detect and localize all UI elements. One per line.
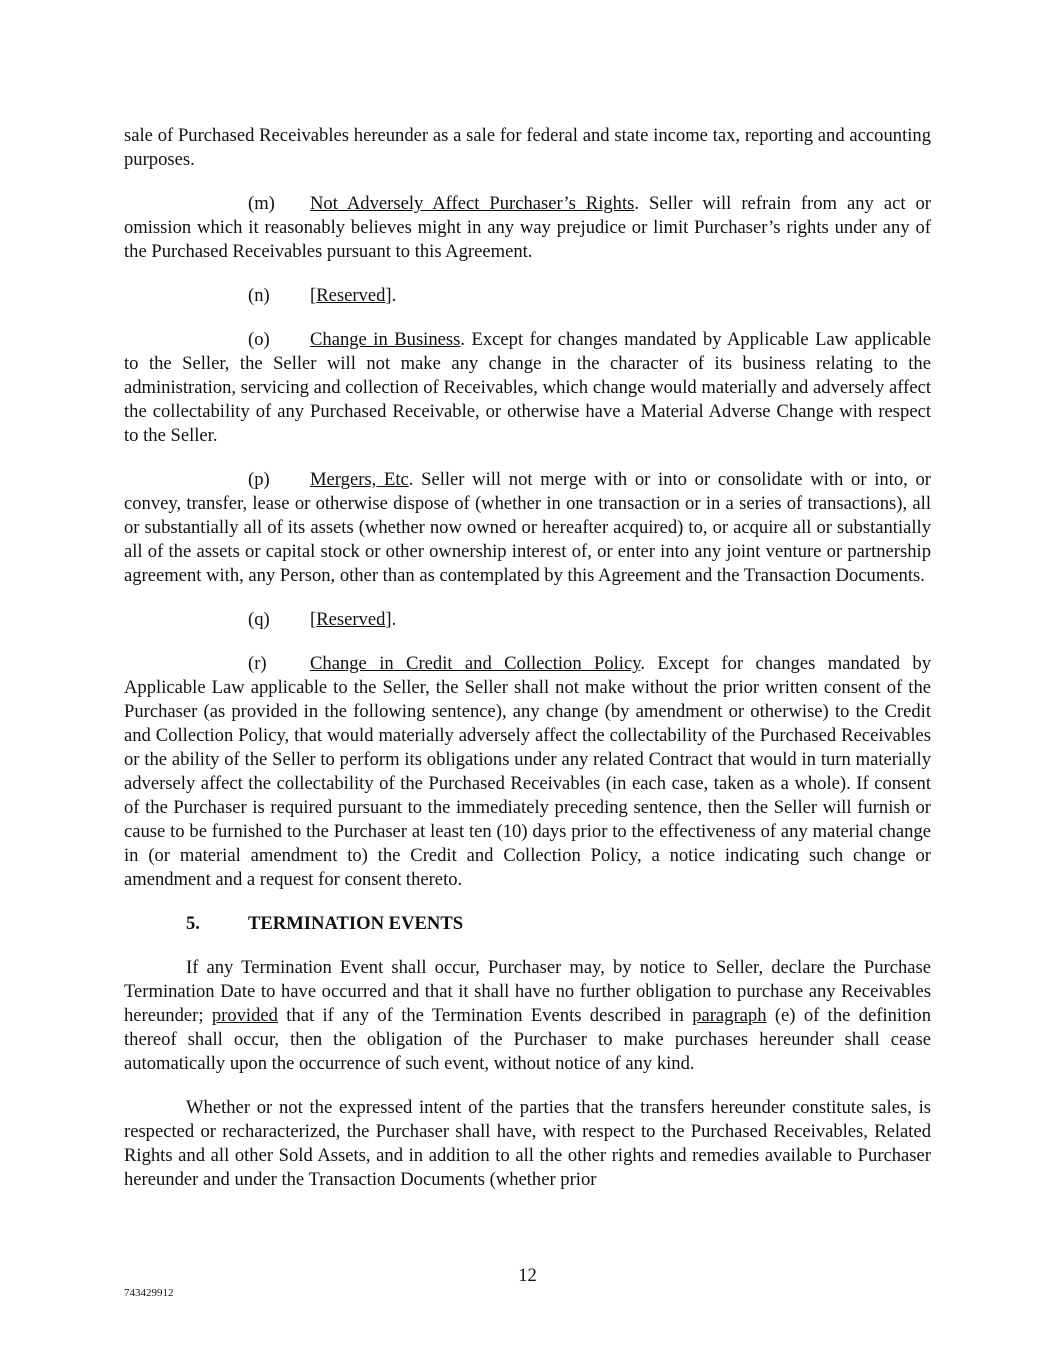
section-5-heading (124, 912, 931, 936)
termination-paragraph (124, 956, 931, 1076)
section-5-number: 5. (186, 913, 200, 934)
section-q-close-bracket: ]. (385, 609, 397, 630)
provided-term: provided (211, 1005, 278, 1026)
section-r-title: Change in Credit and Collection Policy (310, 653, 641, 674)
section-o-title: Change in Business (310, 329, 461, 350)
section-n-open-bracket: [ (310, 285, 317, 306)
paragraph-reference: paragraph (692, 1005, 767, 1026)
recharacterization-paragraph: Whether or not the expressed intent of the parties that the transfers hereunder constitute sales, is respected or recharacterized, the Purchaser shall have, with respect to the Purchased Receivables, Related Rights and all other Sold Assets, and in addition to all the other rights and remedies available to Purchaser hereunder and under the Transaction Documents (whether prior (124, 1097, 931, 1190)
section-m-label: (m) (248, 193, 275, 214)
termination-text-3: (e) of the definition thereof shall occur, then the obligation of the Purchaser to make purchases hereunder shall cease automatically upon the occurrence of such event, without notice of any kind. (124, 1005, 932, 1074)
section-o (124, 328, 931, 448)
termination-text-2: that if any of the Termination Events described in (277, 1005, 693, 1026)
section-m (124, 192, 931, 264)
section-n-title: Reserved (316, 285, 386, 306)
section-r (124, 652, 931, 892)
document-id: 743429912 (124, 1287, 174, 1299)
termination-text-1: If any Termination Event shall occur, Purchaser may, by notice to Seller, declare the Purchase Termination Date to have occurred and that it shall have no further obligation to purchase any Receivables hereunder; (124, 957, 931, 1026)
section-p (124, 468, 931, 588)
document-page (124, 124, 931, 1192)
intro-paragraph: sale of Purchased Receivables hereunder as a sale for federal and state income tax, reporting and accounting purposes. (124, 125, 931, 170)
section-p-body: . Seller will not merge with or into or consolidate with or into, or convey, transfer, lease or otherwise dispose of (whether in one transaction or in a series of transactions), all or substantially all of its assets (whether now owned or hereafter acquired) to, or acquire all or substantially all of the assets or capital stock or other ownership interest of, or enter into any joint venture or partnership agreement with, any Person, other than as contemplated by this Agreement and the Transaction Documents. (124, 469, 931, 586)
section-q-title: Reserved (316, 609, 386, 630)
section-5-title: TERMINATION EVENTS (248, 913, 464, 934)
section-n (124, 284, 931, 308)
section-r-body: . Except for changes mandated by Applicable Law applicable to the Seller, the Seller shall not make without the prior written consent of the Purchaser (as provided in the following sentence), any change (by amendment or otherwise) to the Credit and Collection Policy, that would materially adversely affect the collectability of the Purchased Receivables or the ability of the Seller to perform its obligations under any related Contract that would in turn materially adversely affect the collectability of the Purchased Receivables (in each case, taken as a whole). If consent of the Purchaser is required pursuant to the immediately preceding sentence, then the Seller will furnish or cause to be furnished to the Purchaser at least ten (10) days prior to the effectiveness of any material change in (or material amendment to) the Credit and Collection Policy, a notice indicating such change or amendment and a request for consent thereto. (124, 653, 931, 890)
section-n-label: (n) (248, 285, 270, 306)
section-p-title: Mergers, Etc (310, 469, 409, 490)
section-o-label: (o) (248, 329, 270, 350)
section-r-label: (r) (248, 653, 267, 674)
section-q-label: (q) (248, 609, 270, 630)
section-m-title: Not Adversely Affect Purchaser’s Rights (310, 193, 635, 214)
section-q (124, 608, 931, 632)
section-m-body: . Seller will refrain from any act or omission which it reasonably believes might in any way prejudice or limit Purchaser’s rights under any of the Purchased Receivables pursuant to this Agreement. (124, 193, 931, 262)
section-n-close-bracket: ]. (385, 285, 397, 306)
section-p-label: (p) (248, 469, 270, 490)
section-o-body: . Except for changes mandated by Applicable Law applicable to the Seller, the Seller will not make any change in the character of its business relating to the administration, servicing and collection of Receivables, which change would materially and adversely affect the collectability of any Purchased Receivable, or otherwise have a Material Adverse Change with respect to the Seller. (124, 329, 931, 446)
section-q-open-bracket: [ (310, 609, 317, 630)
page-number: 12 (518, 1265, 537, 1286)
